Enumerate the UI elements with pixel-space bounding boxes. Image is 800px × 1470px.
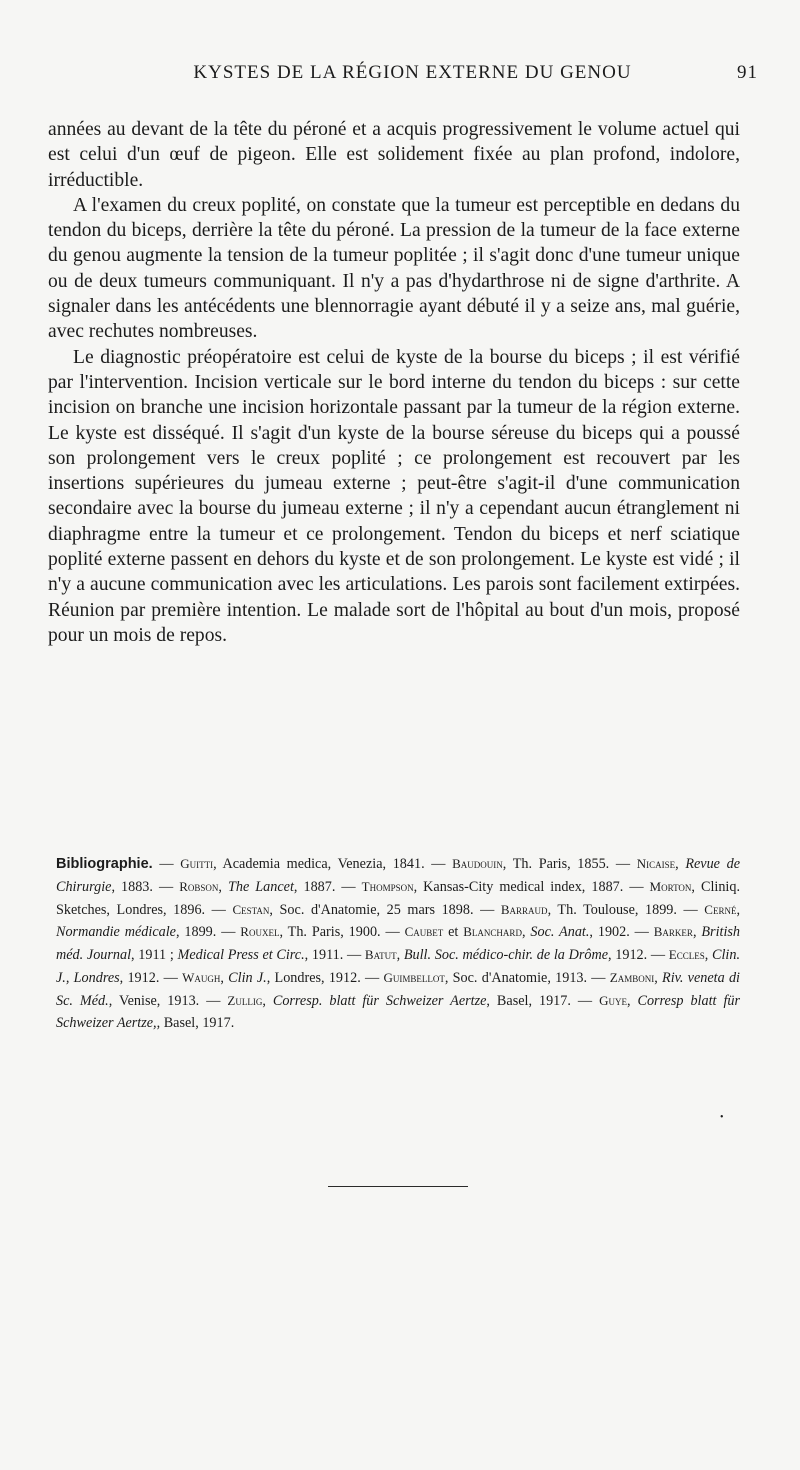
bibliography-details: , 1912. — <box>119 969 183 986</box>
running-header <box>48 62 758 84</box>
bibliography-reference: Revue de Chirurgie <box>56 856 741 895</box>
bibliography-entry <box>240 924 404 940</box>
bibliography-details: , 1902. — <box>589 924 654 941</box>
bibliography-reference: The Lancet <box>227 878 294 895</box>
bibliography-entry: Robson, The Lancet, 1887. — <box>179 878 362 895</box>
bibliography-author: Thompson <box>361 878 414 894</box>
bibliography-reference: Clin. J., Londres <box>56 947 741 986</box>
bibliography-author: Zullig <box>227 992 263 1008</box>
bibliography-reference: Riv. veneta di Sc. Méd. <box>56 969 740 1009</box>
paragraph-1: années au devant de la tête du péroné et a acquis progressivement le volume actuel qui est celui d'un œuf de pigeon. Elle est solidement fixée au plan profond, indolore, irréductible. <box>48 119 740 191</box>
bibliography-author: Guimbellot <box>383 969 445 985</box>
bibliography-entries <box>56 856 740 1031</box>
running-title: KYSTES DE LA RÉGION EXTERNE DU GENOU <box>193 62 632 83</box>
bibliography-details: , 1912. — <box>608 947 669 964</box>
bibliography-author: Eccles <box>668 947 705 963</box>
bibliography-details: , Basel, 1917. <box>156 1014 235 1031</box>
bibliography-details: , Soc. d'Anatomie, 1913. — <box>444 969 610 986</box>
bibliography-author: Guitti <box>180 856 214 871</box>
bibliography-details: , Soc. d'Anatomie, 25 mars 1898. — <box>269 901 501 918</box>
bibliography-entry: Zullig, Corresp. blatt für Schweizer Aertze, Basel, 1917. — <box>227 992 600 1009</box>
bibliography-author: Batut <box>364 947 397 963</box>
bibliography-entry <box>178 947 365 963</box>
bibliography-entry <box>405 924 464 940</box>
bibliography-details: et <box>443 924 464 941</box>
bibliography-details: , 1883. — <box>111 878 180 895</box>
bibliography-reference: Corresp blatt für Schweizer Aertze, <box>56 992 740 1031</box>
bibliography-entry <box>501 902 704 918</box>
bibliography-entry: Barker, British méd. Journal, 1911 ; <box>56 924 741 964</box>
bibliography-details: , Londres, 1912. — <box>266 969 384 986</box>
bibliography-details: , Th. Toulouse, 1899. — <box>547 901 705 918</box>
bibliography-author: Barraud <box>500 901 548 917</box>
bibliography-entry <box>383 970 609 986</box>
body-text <box>48 117 740 648</box>
bibliography-author: Blanchard <box>463 924 522 940</box>
bibliography-details: , Cliniq. Sketches, Londres, 1896. — <box>56 878 741 918</box>
bibliography-entry: Cerné, Normandie médicale, 1899. — <box>56 901 740 941</box>
bibliography-details: , 1911 ; <box>131 947 178 964</box>
section-rule <box>328 1186 468 1187</box>
bibliography-reference: Normandie médicale <box>56 924 176 941</box>
bibliography-reference: Medical Press et Circ. <box>177 947 305 964</box>
bibliography-reference: British méd. Journal <box>56 924 741 964</box>
bibliography-label: Bibliographie. <box>56 856 153 872</box>
bibliography-entry <box>362 879 650 895</box>
bibliography-entry: Zamboni, Riv. veneta di Sc. Méd., Venise, 1913. — <box>56 969 740 1009</box>
bibliography-author: Barker <box>653 924 693 940</box>
ink-dot: • <box>720 1112 724 1123</box>
bibliography-author: Baudouin <box>452 856 503 871</box>
bibliography: Bibliographie. — Guitti, Academia medica, Venezia, 1841. — Baudouin, Th. Paris, 1855. — Nicaise, Revue de Chirurgie, 1883. — Robson, The Lancet, 1887. — Thompson, Kansas-City medical index, 1887. — Morton, Cliniq. Sketches, Londres, 1896. — Cestan, Soc. d'Anatomie, 25 mars 1898. — Barraud, Th. Toulouse, 1899. — Cerné, Normandie médicale, 1899. — Rouxel, Th. Paris, 1900. — Caubet et Blanchard, Soc. Anat., 1902. — Barker, British méd. Journal, 1911 ; Medical Press et Circ., 1911. — Batut, Bull. Soc. médico-chir. de la Drôme, 1912. — Eccles, Clin. J., Londres, 1912. — Waugh, Clin J., Londres, 1912. — Guimbellot, Soc. d'Anatomie, 1913. — Zamboni, Riv. veneta di Sc. Méd., Venise, 1913. — Zullig, Corresp. blatt für Schweizer Aertze, Basel, 1917. — Guye, Corresp blatt für Schweizer Aertze,, Basel, 1917. <box>56 856 741 1031</box>
bibliography-reference: Corresp. blatt für Schweizer Aertze <box>272 992 487 1009</box>
bibliography-entry <box>232 902 500 918</box>
bibliography-details: , 1899. — <box>175 924 241 941</box>
bibliography-author: Morton <box>649 878 692 894</box>
bibliography-author: Cerné <box>704 901 737 917</box>
bibliography-entry: Batut, Bull. Soc. médico-chir. de la Drôme, 1912. — <box>364 947 669 964</box>
bibliography-author: Cestan <box>232 901 270 917</box>
bibliography-author: Guye <box>599 992 627 1008</box>
bibliography-details: , Th. Paris, 1855. — <box>502 856 637 872</box>
bibliography-author: Nicaise <box>636 856 676 871</box>
bibliography-entry: Nicaise, Revue de Chirurgie, 1883. — <box>56 856 741 895</box>
bibliography-details: , Basel, 1917. — <box>486 992 600 1009</box>
bibliography-entry: Blanchard, Soc. Anat., 1902. — <box>463 924 654 941</box>
bibliography-details: , Venise, 1913. — <box>108 992 228 1009</box>
bibliography-details: , 1887. — <box>293 878 362 895</box>
paragraph-2: A l'examen du creux poplité, on constate que la tumeur est perceptible en dedans du tendon du biceps, derrière la tête du péroné. La pression de la tumeur de la face externe du genou augmente la tension de la tumeur poplitée ; il s'agit donc d'une tumeur unique ou de deux tumeurs communiquant. Il n'y a pas d'hydarthrose ni de signe d'arthrite. A signaler dans les antécédents une blennorragie ayant débuté il y a seize ans, mal guérie, avec rechutes nombreuses. <box>48 194 740 343</box>
bibliography-author: Caubet <box>404 924 444 940</box>
bibliography-entry <box>452 856 637 872</box>
bibliography-details: , 1911. — <box>304 947 365 964</box>
bibliography-author: Rouxel <box>240 924 280 940</box>
bibliography-details: , Th. Paris, 1900. — <box>279 924 405 941</box>
bibliography-entry: Guye, Corresp blatt für Schweizer Aertze,, Basel, 1917. <box>56 992 740 1031</box>
paragraph-3: Le diagnostic préopératoire est celui de kyste de la bourse du biceps ; il est vérifié par l'intervention. Incision verticale sur le bord interne du tendon du biceps : sur cette incision on branche une incision horizontale passant par la tumeur de la région externe. Le kyste est disséqué. Il s'agit d'un kyste de la bourse séreuse du biceps qui a poussé son prolongement vers le creux poplité ; ce prolongement est recouvert par les insertions supérieures du jumeau externe ; peut-être s'agit-il d'une communication secondaire avec la bourse du jumeau externe ; il n'y a cependant aucun étranglement ni diaphragme entre la tumeur et ce prolongement. Tendon du biceps et nerf sciatique poplité externe passent en dehors du kyste et de son prolongement. Le kyste est vidé ; il n'y a aucune communication avec les articulations. Les parois sont facilement extirpées. Réunion par première intention. Le malade sort de l'hôpital au bout d'un mois, proposé pour un mois de repos. <box>48 346 740 646</box>
bibliography-author: Robson <box>179 878 219 894</box>
bibliography-reference: Soc. Anat. <box>530 924 590 941</box>
bibliography-entry <box>180 856 452 872</box>
bibliography-details: , Kansas-City medical index, 1887. — <box>413 878 650 895</box>
bibliography-reference: Clin J. <box>228 969 267 986</box>
bibliography-author: Zamboni <box>609 969 655 985</box>
page-number: 91 <box>737 62 758 83</box>
bibliography-details: , Academia medica, Venezia, 1841. — <box>213 856 453 872</box>
bibliography-entry: Waugh, Clin J., Londres, 1912. — <box>182 969 384 986</box>
bibliography-entry: Eccles, Clin. J., Londres, 1912. — <box>56 947 741 986</box>
bibliography-reference: Bull. Soc. médico-chir. de la Drôme <box>403 947 608 964</box>
bibliography-author: Waugh <box>182 969 221 985</box>
